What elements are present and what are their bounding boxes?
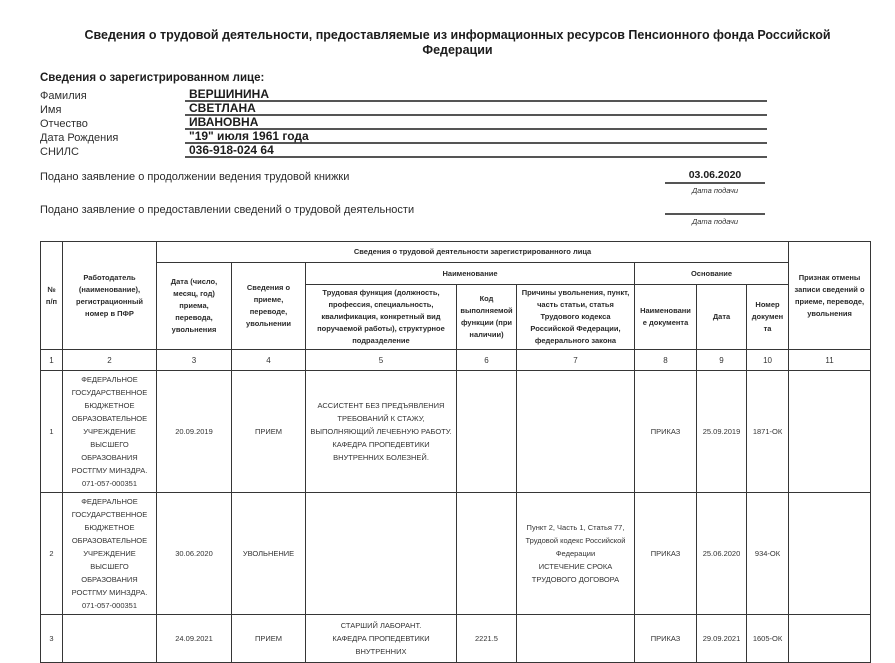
header-span-main: Сведения о трудовой деятельности зарегистрированного лица <box>157 242 789 263</box>
cell-code <box>457 371 517 493</box>
person-field-birthdate <box>40 130 895 144</box>
header-col-doc-number: Номер документа <box>747 285 789 350</box>
cell-no: 1 <box>41 371 63 493</box>
cell-date: 30.06.2020 <box>157 493 232 615</box>
cell-no: 3 <box>41 615 63 663</box>
person-field-firstname <box>40 102 895 116</box>
cell-cancel <box>789 615 871 663</box>
function-title: СТАРШИЙ ЛАБОРАНТ. <box>340 621 422 630</box>
field-label: Отчество <box>40 118 88 130</box>
statement-text: Подано заявление о продолжении ведения трудовой книжки <box>40 171 350 183</box>
field-label: СНИЛС <box>40 146 79 158</box>
employer-reg-number: 071-057-000351 <box>81 479 138 488</box>
col-number: 10 <box>747 350 789 371</box>
statement-date-label: Дата подачи <box>691 217 739 226</box>
work-activity-table-wrap <box>40 241 871 656</box>
header-col-date: Дата (число, месяц, год) приема, перевода, увольнения <box>157 263 232 350</box>
cell-doc-date: 29.09.2021 <box>697 615 747 663</box>
field-value: 036-918-024 64 <box>185 144 767 158</box>
col-number: 1 <box>41 350 63 371</box>
header-col-info: Сведения о приеме, переводе, увольнении <box>232 263 306 350</box>
table-header-row-groups <box>41 263 871 285</box>
cell-function <box>306 371 457 493</box>
cell-action: ПРИЕМ <box>232 371 306 493</box>
field-label: Дата Рождения <box>40 132 119 144</box>
field-label: Фамилия <box>40 90 87 102</box>
col-number: 3 <box>157 350 232 371</box>
cell-reason <box>517 615 635 663</box>
reason-text: ИСТЕЧЕНИЕ СРОКА ТРУДОВОГО ДОГОВОРА <box>531 562 620 584</box>
col-number: 4 <box>232 350 306 371</box>
col-number: 7 <box>517 350 635 371</box>
cell-action: ПРИЕМ <box>232 615 306 663</box>
field-value: СВЕТЛАНА <box>185 102 767 116</box>
cell-date: 24.09.2021 <box>157 615 232 663</box>
cell-employer <box>63 371 157 493</box>
cell-doc-date: 25.06.2020 <box>697 493 747 615</box>
header-col-doc-date: Дата <box>697 285 747 350</box>
header-span-basis: Основание <box>635 263 789 285</box>
person-field-patronymic <box>40 116 895 130</box>
reason-reference: Пункт 2, Часть 1, Статья 77, Трудовой кодекс Российской Федерации <box>525 523 626 558</box>
function-title: АССИСТЕНТ БЕЗ ПРЕДЪЯВЛЕНИЯ ТРЕБОВАНИЙ К СТАЖУ, ВЫПОЛНЯЮЩИЙ ЛЕЧЕБНУЮ РАБОТУ. <box>310 401 452 436</box>
cell-doc-name: ПРИКАЗ <box>635 615 697 663</box>
person-field-snils <box>40 144 895 158</box>
employer-name: ФЕДЕРАЛЬНОЕ ГОСУДАРСТВЕННОЕ БЮДЖЕТНОЕ ОБРАЗОВАТЕЛЬНОЕ УЧРЕЖДЕНИЕ ВЫСШЕГО ОБРАЗОВАНИЯ РОСТГМУ МИНЗДРА. <box>71 497 148 597</box>
header-col-employer: Работодатель (наименование), регистрационный номер в ПФР <box>63 242 157 350</box>
header-col-reason: Причины увольнения, пункт, часть статьи, статья Трудового кодекса Российской Федерации, федерального закона <box>517 285 635 350</box>
function-department: КАФЕДРА ПРОПЕДЕВТИКИ ВНУТРЕННИХ <box>332 634 430 656</box>
cell-doc-number: 1871-ОК <box>747 371 789 493</box>
cell-reason <box>517 493 635 615</box>
col-number: 8 <box>635 350 697 371</box>
cell-cancel <box>789 493 871 615</box>
col-number: 9 <box>697 350 747 371</box>
cell-cancel <box>789 371 871 493</box>
header-col-cancel: Признак отмены записи сведений о приеме, переводе, увольнения <box>789 242 871 350</box>
header-col-no: № п/п <box>41 242 63 350</box>
cell-doc-date: 25.09.2019 <box>697 371 747 493</box>
page-title: Сведения о трудовой деятельности, предоставляемые из информационных ресурсов Пенсионного фонда Российской Федерации <box>84 28 831 57</box>
cell-code <box>457 493 517 615</box>
header-col-doc-name: Наименование документа <box>635 285 697 350</box>
cell-function <box>306 493 457 615</box>
col-number: 5 <box>306 350 457 371</box>
person-section-heading: Сведения о зарегистрированном лице: <box>40 72 265 84</box>
table-row <box>41 493 871 615</box>
statement-text: Подано заявление о предоставлении сведений о трудовой деятельности <box>40 204 415 216</box>
field-label: Имя <box>40 104 62 116</box>
field-value: "19" июля 1961 года <box>185 130 767 144</box>
field-value: ИВАНОВНА <box>185 116 767 130</box>
col-number: 11 <box>789 350 871 371</box>
cell-action: УВОЛЬНЕНИЕ <box>232 493 306 615</box>
function-department: КАФЕДРА ПРОПЕДЕВТИКИ ВНУТРЕННИХ БОЛЕЗНЕЙ. <box>332 440 430 462</box>
cell-reason <box>517 371 635 493</box>
cell-doc-name: ПРИКАЗ <box>635 371 697 493</box>
cell-function <box>306 615 457 663</box>
registered-person-section <box>40 72 895 158</box>
cell-no: 2 <box>41 493 63 615</box>
statement-date-label: Дата подачи <box>691 186 739 195</box>
work-activity-table <box>40 241 871 663</box>
statements-section <box>40 169 895 227</box>
cell-employer <box>63 615 157 663</box>
cell-doc-number: 934-ОК <box>747 493 789 615</box>
person-field-surname <box>40 88 895 102</box>
employer-reg-number: 071-057-000351 <box>81 601 138 610</box>
statement-date-block <box>665 169 765 195</box>
statement-provide-info <box>40 202 895 227</box>
statement-date-value: 03.06.2020 <box>665 169 765 184</box>
cell-employer <box>63 493 157 615</box>
statement-date-value <box>665 202 765 215</box>
header-col-function: Трудовая функция (должность, профессия, специальность, квалификация, конкретный вид поручаемой работы), структурное подразделение <box>306 285 457 350</box>
statement-continue-workbook <box>40 169 895 195</box>
cell-date: 20.09.2019 <box>157 371 232 493</box>
cell-doc-name: ПРИКАЗ <box>635 493 697 615</box>
header-col-code: Код выполняемой функции (при наличии) <box>457 285 517 350</box>
header-span-name: Наименование <box>306 263 635 285</box>
field-value: ВЕРШИНИНА <box>185 88 767 102</box>
employer-name: ФЕДЕРАЛЬНОЕ ГОСУДАРСТВЕННОЕ БЮДЖЕТНОЕ ОБРАЗОВАТЕЛЬНОЕ УЧРЕЖДЕНИЕ ВЫСШЕГО ОБРАЗОВАНИЯ РОСТГМУ МИНЗДРА. <box>71 375 148 475</box>
statement-date-block <box>665 202 765 226</box>
table-header-row-top <box>41 242 871 263</box>
table-header-row-numbers <box>41 350 871 371</box>
col-number: 6 <box>457 350 517 371</box>
cell-doc-number: 1605-ОК <box>747 615 789 663</box>
col-number: 2 <box>63 350 157 371</box>
cell-code: 2221.5 <box>457 615 517 663</box>
table-row <box>41 615 871 663</box>
table-row <box>41 371 871 493</box>
